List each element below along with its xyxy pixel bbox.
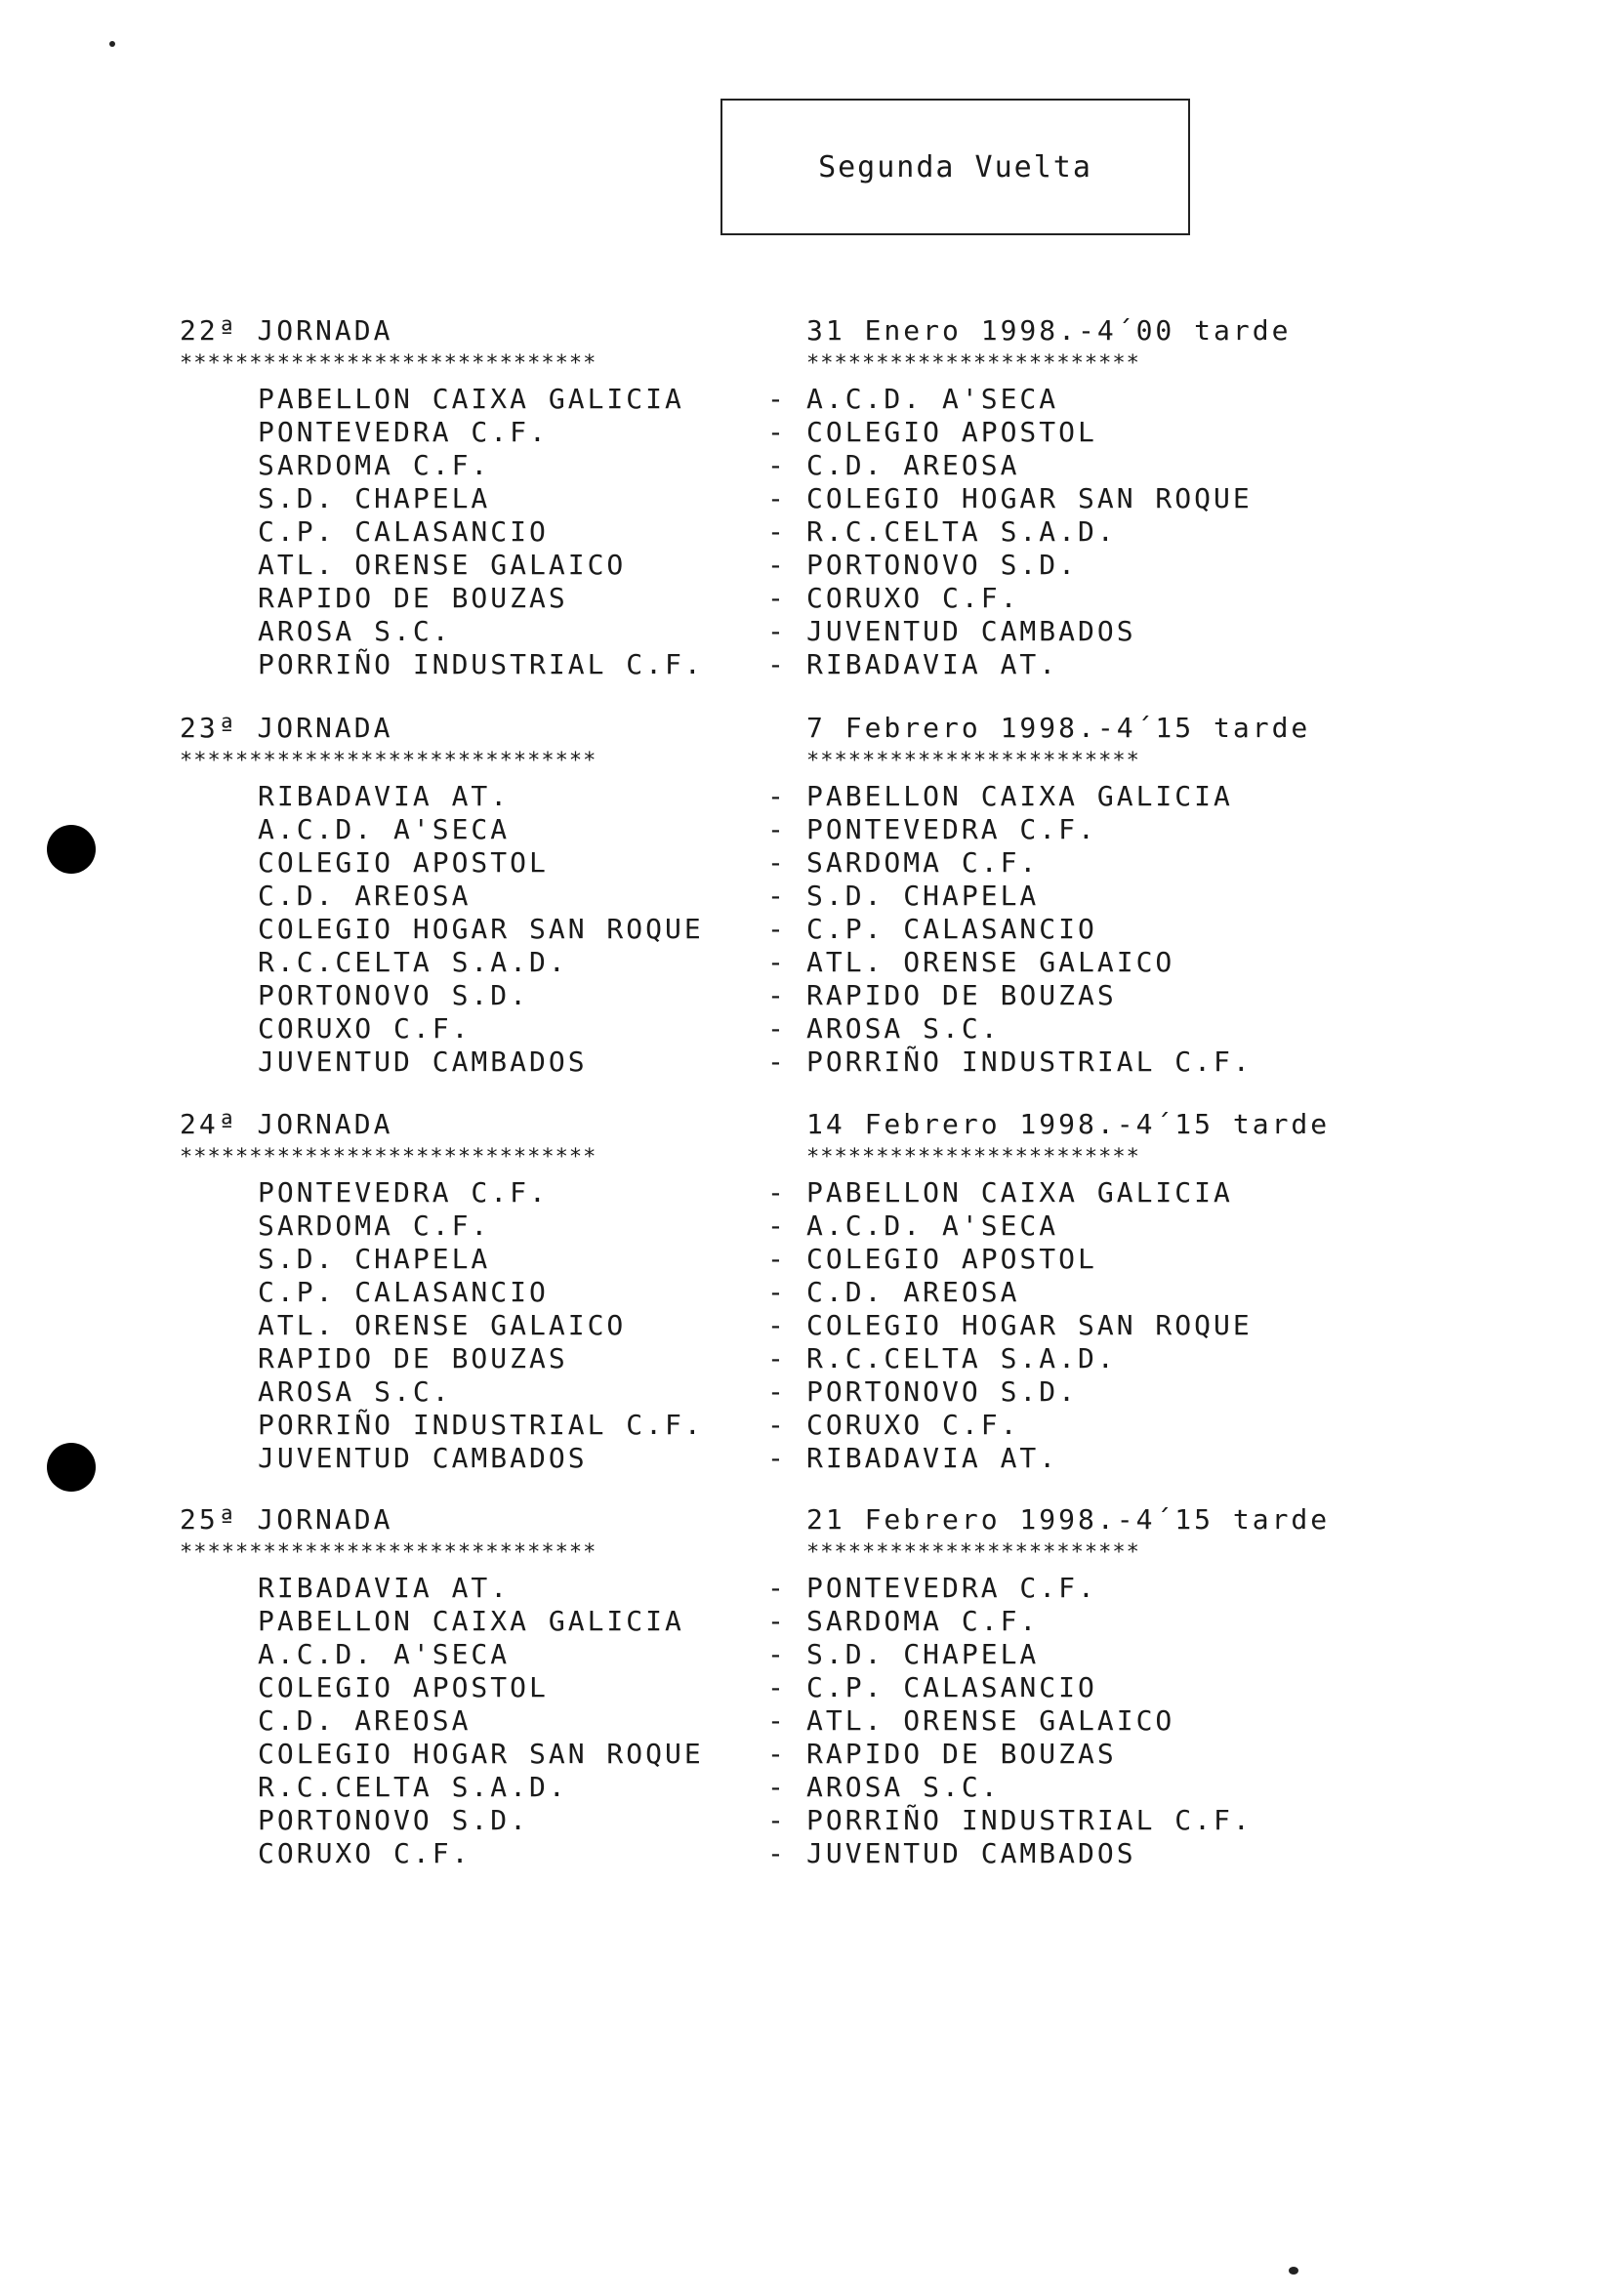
away-team: PORRIÑO INDUSTRIAL C.F. — [806, 1804, 1253, 1836]
match-separator: - — [767, 1704, 787, 1737]
home-team: PORRIÑO INDUSTRIAL C.F. — [258, 1409, 704, 1441]
scan-speck — [1289, 2267, 1298, 2275]
match-separator: - — [767, 1276, 787, 1308]
home-team: AROSA S.C. — [258, 1375, 452, 1408]
match-separator: - — [767, 1738, 787, 1770]
away-team: PABELLON CAIXA GALICIA — [806, 1176, 1233, 1209]
jornada-section — [0, 1503, 1605, 1870]
page-title-text: Segunda Vuelta — [818, 149, 1092, 184]
away-team: C.P. CALASANCIO — [806, 913, 1097, 945]
match-row — [0, 1638, 1605, 1671]
home-team: C.P. CALASANCIO — [258, 1276, 549, 1308]
asterisk-divider — [0, 745, 1605, 780]
asterisk-divider-left: ****************************** — [180, 749, 597, 773]
match-separator: - — [767, 946, 787, 978]
match-separator: - — [767, 416, 787, 448]
match-separator: - — [767, 648, 787, 680]
asterisk-divider — [0, 1141, 1605, 1176]
match-row — [0, 1342, 1605, 1375]
away-team: PONTEVEDRA C.F. — [806, 1572, 1097, 1604]
match-row — [0, 515, 1605, 549]
match-row — [0, 1671, 1605, 1704]
home-team: COLEGIO APOSTOL — [258, 846, 549, 879]
match-separator: - — [767, 1638, 787, 1670]
jornada-section — [0, 314, 1605, 681]
match-separator: - — [767, 482, 787, 514]
match-separator: - — [767, 1176, 787, 1209]
jornada-date: 14 Febrero 1998.-4´15 tarde — [806, 1108, 1331, 1140]
match-row — [0, 482, 1605, 515]
match-row — [0, 383, 1605, 416]
home-team: PABELLON CAIXA GALICIA — [258, 383, 684, 415]
match-row — [0, 880, 1605, 913]
away-team: SARDOMA C.F. — [806, 1605, 1040, 1637]
home-team: ATL. ORENSE GALAICO — [258, 1309, 627, 1341]
match-separator: - — [767, 549, 787, 581]
match-separator: - — [767, 1243, 787, 1275]
match-row — [0, 1738, 1605, 1771]
match-row — [0, 582, 1605, 615]
home-team: PONTEVEDRA C.F. — [258, 416, 549, 448]
match-row — [0, 1276, 1605, 1309]
match-separator: - — [767, 449, 787, 481]
jornada-section — [0, 712, 1605, 1079]
match-separator: - — [767, 880, 787, 912]
match-row — [0, 1704, 1605, 1738]
match-separator: - — [767, 383, 787, 415]
home-team: A.C.D. A'SECA — [258, 813, 511, 845]
asterisk-divider-right: ************************ — [806, 1145, 1140, 1169]
match-separator: - — [767, 515, 787, 548]
away-team: AROSA S.C. — [806, 1771, 1001, 1803]
match-row — [0, 946, 1605, 979]
match-row — [0, 813, 1605, 846]
away-team: PORTONOVO S.D. — [806, 1375, 1079, 1408]
home-team: JUVENTUD CAMBADOS — [258, 1442, 588, 1474]
match-separator: - — [767, 1837, 787, 1869]
asterisk-divider-left: ****************************** — [180, 351, 597, 376]
jornada-label: 23ª JORNADA — [180, 712, 393, 744]
match-row — [0, 846, 1605, 880]
away-team: COLEGIO APOSTOL — [806, 416, 1097, 448]
home-team: SARDOMA C.F. — [258, 449, 491, 481]
home-team: C.P. CALASANCIO — [258, 515, 549, 548]
home-team: A.C.D. A'SECA — [258, 1638, 511, 1670]
match-separator: - — [767, 913, 787, 945]
jornada-label: 22ª JORNADA — [180, 314, 393, 347]
match-row — [0, 549, 1605, 582]
home-team: PABELLON CAIXA GALICIA — [258, 1605, 684, 1637]
match-separator: - — [767, 846, 787, 879]
home-team: ATL. ORENSE GALAICO — [258, 549, 627, 581]
home-team: RIBADAVIA AT. — [258, 780, 511, 812]
match-row — [0, 1572, 1605, 1605]
home-team: PORTONOVO S.D. — [258, 1804, 530, 1836]
match-separator: - — [767, 1605, 787, 1637]
away-team: ATL. ORENSE GALAICO — [806, 1704, 1175, 1737]
away-team: RAPIDO DE BOUZAS — [806, 1738, 1117, 1770]
match-separator: - — [767, 1375, 787, 1408]
home-team: PONTEVEDRA C.F. — [258, 1176, 549, 1209]
match-row — [0, 1309, 1605, 1342]
home-team: RIBADAVIA AT. — [258, 1572, 511, 1604]
match-separator: - — [767, 1671, 787, 1703]
match-row — [0, 979, 1605, 1012]
home-team: R.C.CELTA S.A.D. — [258, 946, 568, 978]
home-team: C.D. AREOSA — [258, 880, 472, 912]
away-team: JUVENTUD CAMBADOS — [806, 1837, 1136, 1869]
match-separator: - — [767, 615, 787, 647]
home-team: JUVENTUD CAMBADOS — [258, 1046, 588, 1078]
away-team: PONTEVEDRA C.F. — [806, 813, 1097, 845]
jornada-header — [0, 314, 1605, 348]
jornada-header — [0, 1503, 1605, 1537]
home-team: C.D. AREOSA — [258, 1704, 472, 1737]
match-row — [0, 1409, 1605, 1442]
away-team: R.C.CELTA S.A.D. — [806, 1342, 1117, 1374]
page-title — [720, 99, 1190, 235]
away-team: RIBADAVIA AT. — [806, 648, 1059, 680]
away-team: S.D. CHAPELA — [806, 880, 1040, 912]
away-team: COLEGIO APOSTOL — [806, 1243, 1097, 1275]
jornada-date: 31 Enero 1998.-4´00 tarde — [806, 314, 1292, 347]
home-team: COLEGIO HOGAR SAN ROQUE — [258, 913, 704, 945]
scan-speck — [109, 41, 115, 47]
match-row — [0, 1804, 1605, 1837]
away-team: CORUXO C.F. — [806, 582, 1020, 614]
asterisk-divider — [0, 1537, 1605, 1572]
home-team: S.D. CHAPELA — [258, 482, 491, 514]
away-team: JUVENTUD CAMBADOS — [806, 615, 1136, 647]
away-team: RAPIDO DE BOUZAS — [806, 979, 1117, 1011]
jornada-header — [0, 1108, 1605, 1141]
jornada-header — [0, 712, 1605, 745]
asterisk-divider — [0, 348, 1605, 383]
jornada-label: 25ª JORNADA — [180, 1503, 393, 1536]
away-team: R.C.CELTA S.A.D. — [806, 515, 1117, 548]
match-row — [0, 449, 1605, 482]
match-separator: - — [767, 1572, 787, 1604]
home-team: PORTONOVO S.D. — [258, 979, 530, 1011]
match-separator: - — [767, 1442, 787, 1474]
home-team: COLEGIO HOGAR SAN ROQUE — [258, 1738, 704, 1770]
match-separator: - — [767, 582, 787, 614]
jornada-section — [0, 1108, 1605, 1475]
match-separator: - — [767, 1409, 787, 1441]
home-team: CORUXO C.F. — [258, 1837, 472, 1869]
away-team: PORTONOVO S.D. — [806, 549, 1079, 581]
home-team: PORRIÑO INDUSTRIAL C.F. — [258, 648, 704, 680]
away-team: AROSA S.C. — [806, 1012, 1001, 1045]
home-team: COLEGIO APOSTOL — [258, 1671, 549, 1703]
match-row — [0, 1243, 1605, 1276]
asterisk-divider-right: ************************ — [806, 1540, 1140, 1565]
asterisk-divider-right: ************************ — [806, 749, 1140, 773]
jornada-date: 21 Febrero 1998.-4´15 tarde — [806, 1503, 1331, 1536]
away-team: PORRIÑO INDUSTRIAL C.F. — [806, 1046, 1253, 1078]
away-team: RIBADAVIA AT. — [806, 1442, 1059, 1474]
match-separator: - — [767, 780, 787, 812]
away-team: A.C.D. A'SECA — [806, 1210, 1059, 1242]
match-separator: - — [767, 1804, 787, 1836]
match-separator: - — [767, 813, 787, 845]
match-row — [0, 648, 1605, 681]
match-row — [0, 1176, 1605, 1210]
asterisk-divider-left: ****************************** — [180, 1145, 597, 1169]
away-team: C.D. AREOSA — [806, 1276, 1020, 1308]
match-row — [0, 1046, 1605, 1079]
match-row — [0, 615, 1605, 648]
away-team: C.P. CALASANCIO — [806, 1671, 1097, 1703]
match-row — [0, 1605, 1605, 1638]
match-row — [0, 1837, 1605, 1870]
away-team: S.D. CHAPELA — [806, 1638, 1040, 1670]
punch-hole-top — [47, 825, 96, 874]
home-team: RAPIDO DE BOUZAS — [258, 1342, 568, 1374]
jornada-label: 24ª JORNADA — [180, 1108, 393, 1140]
match-separator: - — [767, 1210, 787, 1242]
home-team: RAPIDO DE BOUZAS — [258, 582, 568, 614]
asterisk-divider-right: ************************ — [806, 351, 1140, 376]
home-team: R.C.CELTA S.A.D. — [258, 1771, 568, 1803]
match-separator: - — [767, 979, 787, 1011]
home-team: CORUXO C.F. — [258, 1012, 472, 1045]
match-separator: - — [767, 1012, 787, 1045]
away-team: C.D. AREOSA — [806, 449, 1020, 481]
match-row — [0, 416, 1605, 449]
away-team: PABELLON CAIXA GALICIA — [806, 780, 1233, 812]
home-team: S.D. CHAPELA — [258, 1243, 491, 1275]
match-row — [0, 1375, 1605, 1409]
jornada-date: 7 Febrero 1998.-4´15 tarde — [806, 712, 1311, 744]
away-team: ATL. ORENSE GALAICO — [806, 946, 1175, 978]
match-row — [0, 1442, 1605, 1475]
match-separator: - — [767, 1342, 787, 1374]
away-team: COLEGIO HOGAR SAN ROQUE — [806, 482, 1253, 514]
away-team: SARDOMA C.F. — [806, 846, 1040, 879]
match-separator: - — [767, 1046, 787, 1078]
home-team: SARDOMA C.F. — [258, 1210, 491, 1242]
away-team: A.C.D. A'SECA — [806, 383, 1059, 415]
home-team: AROSA S.C. — [258, 615, 452, 647]
match-separator: - — [767, 1309, 787, 1341]
match-row — [0, 1210, 1605, 1243]
punch-hole-bottom — [47, 1443, 96, 1492]
asterisk-divider-left: ****************************** — [180, 1540, 597, 1565]
match-row — [0, 1012, 1605, 1046]
away-team: COLEGIO HOGAR SAN ROQUE — [806, 1309, 1253, 1341]
match-separator: - — [767, 1771, 787, 1803]
match-row — [0, 780, 1605, 813]
away-team: CORUXO C.F. — [806, 1409, 1020, 1441]
match-row — [0, 1771, 1605, 1804]
match-row — [0, 913, 1605, 946]
